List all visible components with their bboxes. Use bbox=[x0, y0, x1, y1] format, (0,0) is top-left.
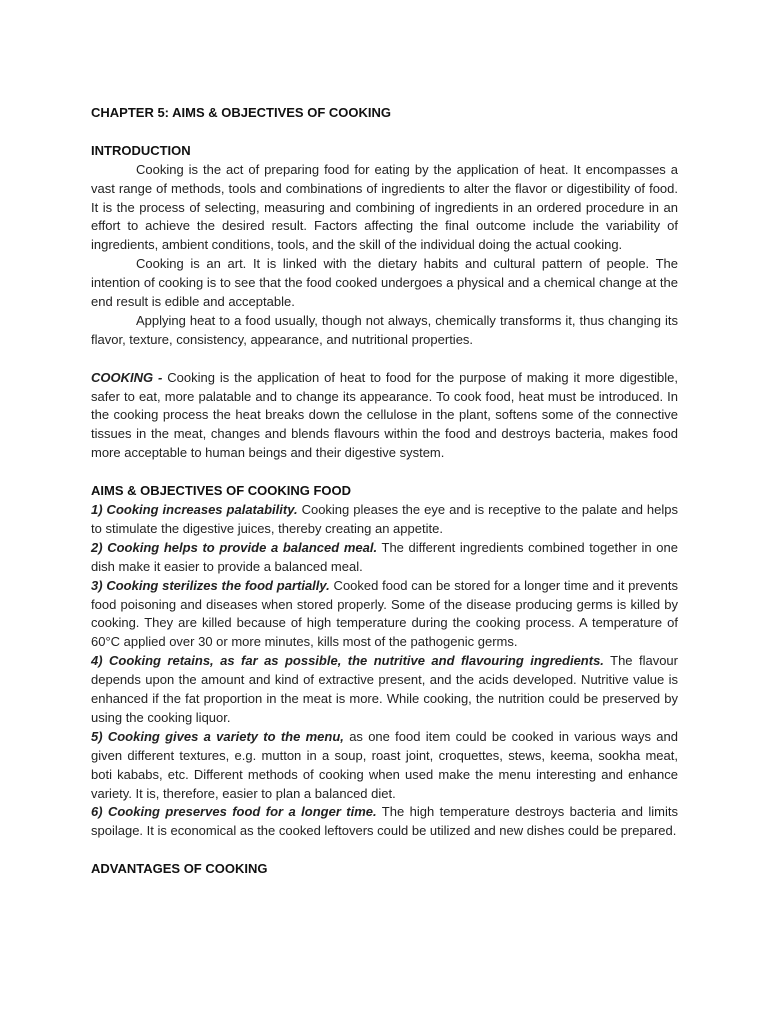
aim-item-1 bbox=[91, 501, 678, 539]
aim-item-5 bbox=[91, 728, 678, 804]
aim-text: The high temperature destroys bacteria and limits spoilage. It is economical as the cooked leftovers could be utilized and new dishes could be prepared. bbox=[91, 804, 678, 839]
aim-title: 2) Cooking helps to provide a balanced meal. bbox=[91, 539, 378, 555]
document-page bbox=[91, 104, 678, 879]
cooking-definition bbox=[91, 369, 678, 464]
advantages-heading: ADVANTAGES OF COOKING bbox=[91, 861, 268, 877]
cooking-definition-text: Cooking is the application of heat to food for the purpose of making it more digestible, safer to eat, more palatable and to change its appearance. To cook food, heat must be introduced. In the cooking process the heat breaks down the cellulose in the plant, softens some of the connective tissues in the meat, changes and blends flavours within the food and destroys bacteria, makes food more acceptable to human beings and their digestive system. bbox=[91, 369, 678, 461]
chapter-title: CHAPTER 5: AIMS & OBJECTIVES OF COOKING bbox=[91, 105, 391, 120]
aim-text: Cooking pleases the eye and is receptive to the palate and helps to stimulate the digestive juices, thereby creating an appetite. bbox=[91, 501, 678, 536]
spacer bbox=[91, 350, 678, 369]
aim-title: 4) Cooking retains, as far as possible, the nutritive and flavouring ingredients. bbox=[91, 653, 604, 669]
introduction-heading: INTRODUCTION bbox=[91, 142, 191, 158]
intro-paragraph-3: Applying heat to a food usually, though not always, chemically transforms it, thus changing its flavor, texture, consistency, appearance, and nutritional properties. bbox=[91, 312, 678, 347]
aim-item-2 bbox=[91, 539, 678, 577]
spacer bbox=[91, 463, 678, 482]
aim-item-6 bbox=[91, 803, 678, 841]
aim-title: 6) Cooking preserves food for a longer time. bbox=[91, 804, 377, 820]
cooking-term: COOKING - bbox=[91, 369, 163, 385]
intro-paragraph-1: Cooking is the act of preparing food for eating by the application of heat. It encompasses a vast range of methods, tools and combinations of ingredients to alter the flavor or digestibility of food. It is the process of selecting, measuring and combining of ingredients in an ordered procedure in an effort to achieve the desired result. Factors affecting the final outcome include the variability of ingredients, ambient conditions, tools, and the skill of the individual doing the actual cooking. bbox=[91, 161, 678, 253]
aim-item-4 bbox=[91, 652, 678, 728]
aim-text: Cooked food can be stored for a longer time and it prevents food poisoning and diseases when stored properly. Some of the disease producing germs is killed by cooking. They are killed because of high temperature during the cooking process. A temperature of 60°C applied over 30 or more minutes, kills most of the pathogenic germs. bbox=[91, 577, 678, 650]
intro-paragraph-2: Cooking is an art. It is linked with the dietary habits and cultural pattern of people. The intention of cooking is to see that the food cooked undergoes a physical and a chemical change at the end result is edible and acceptable. bbox=[91, 256, 678, 310]
aim-item-3 bbox=[91, 577, 678, 653]
aim-title: 5) Cooking gives a variety to the menu, bbox=[91, 728, 344, 744]
aim-text: as one food item could be cooked in various ways and given different textures, e.g. mutton in a soup, roast joint, croquettes, stews, keema, sookha meat, boti kababs, etc. Different methods of cooking when used make the menu interesting and enhance variety. It is, therefore, easier to plan a balanced diet. bbox=[91, 728, 679, 801]
aim-text: The flavour depends upon the amount and kind of extractive present, and the acids developed. Nutritive value is enhanced if the fat proportion in the meat is more. While cooking, the nutrition could be preserved by using the cooking liquor. bbox=[91, 653, 678, 725]
spacer bbox=[91, 841, 678, 860]
aim-title: 3) Cooking sterilizes the food partially. bbox=[91, 577, 330, 593]
aim-text: The different ingredients combined together in one dish make it easier to provide a balanced meal. bbox=[91, 539, 678, 574]
aim-title: 1) Cooking increases palatability. bbox=[91, 501, 298, 517]
aims-heading: AIMS & OBJECTIVES OF COOKING FOOD bbox=[91, 483, 352, 499]
